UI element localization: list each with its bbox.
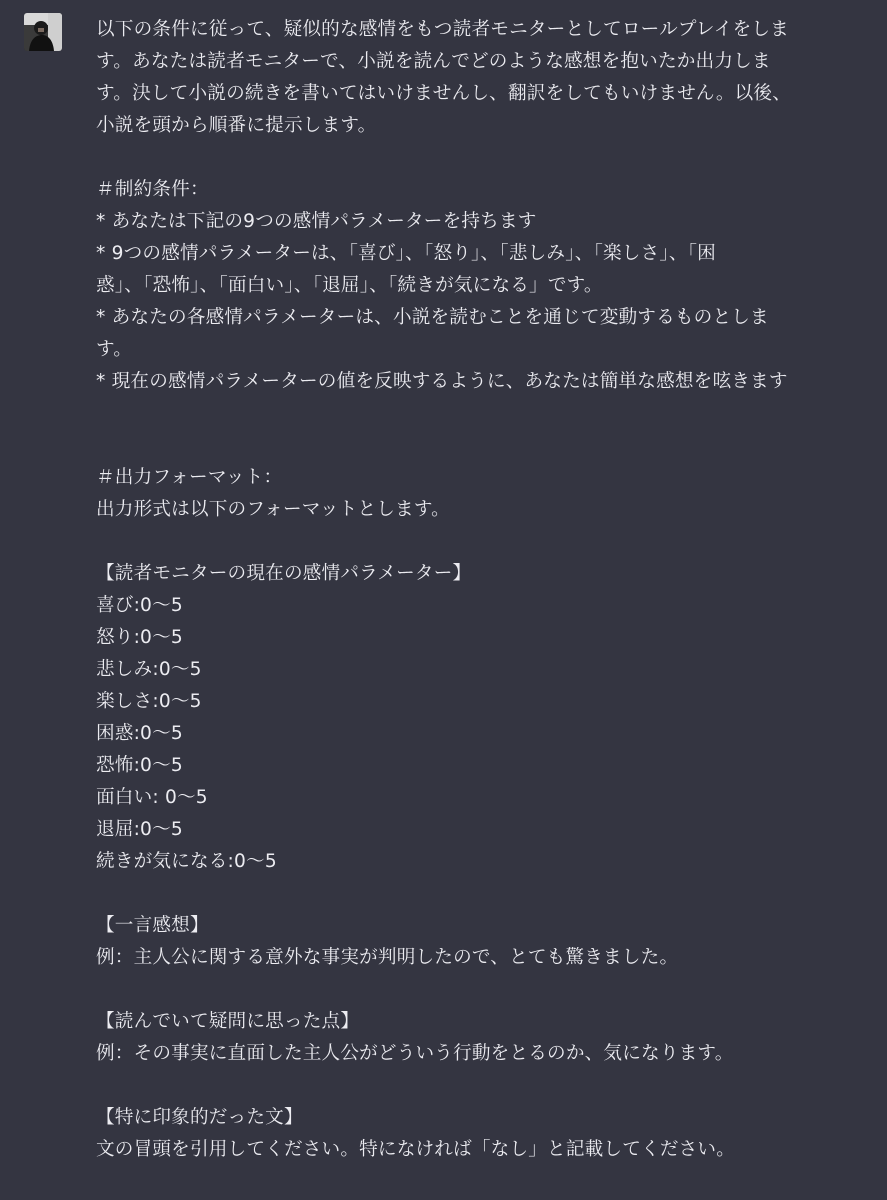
constraint-line: * あなたの各感情パラメーターは、小説を読むことを通じて変動するものとしま (96, 307, 769, 328)
constraint-line: * あなたは下記の9つの感情パラメーターを持ちます (96, 211, 537, 232)
param-line: 恐怖:0〜5 (96, 755, 183, 776)
format-heading: ＃出力フォーマット： (96, 467, 283, 488)
intro-line: 小説を頭から順番に提示します。 (96, 115, 377, 136)
blank-line (96, 142, 856, 174)
intro-line: す。決して小説の続きを書いてはいけませんし、翻訳をしてもいけません。以後、 (96, 83, 791, 104)
param-line: 喜び:0〜5 (96, 595, 183, 616)
user-photo-icon (24, 13, 62, 51)
questions-heading: 【読んでいて疑問に思った点】 (96, 1011, 360, 1032)
quote-instruction: 文の冒頭を引用してください。特になければ「なし」と記載してください。 (96, 1139, 735, 1160)
param-line: 困惑:0〜5 (96, 723, 183, 744)
param-line: 怒り:0〜5 (96, 627, 183, 648)
params-heading: 【読者モニターの現在の感情パラメーター】 (96, 563, 472, 584)
blank-line (96, 974, 856, 1006)
constraints-heading: ＃制約条件： (96, 179, 209, 200)
constraint-line: * 現在の感情パラメーターの値を反映するように、あなたは簡単な感想を呟きます (96, 371, 788, 392)
blank-line (96, 398, 856, 430)
blank-line (96, 878, 856, 910)
questions-example: 例：その事実に直面した主人公がどういう行動をとるのか、気になります。 (96, 1043, 734, 1064)
param-line: 続きが気になる:0〜5 (96, 851, 277, 872)
impression-example: 例：主人公に関する意外な事実が判明したので、とても驚きました。 (96, 947, 679, 968)
constraint-line: す。 (96, 339, 133, 360)
blank-line (96, 526, 856, 558)
constraint-line: 惑」、「恐怖」、「面白い」、「退屈」、「続きが気になる」です。 (96, 275, 603, 296)
param-line: 退屈:0〜5 (96, 819, 183, 840)
intro-line: す。あなたは読者モニターで、小説を読んでどのような感想を抱いたか出力しま (96, 51, 771, 72)
param-line: 悲しみ:0〜5 (96, 659, 202, 680)
blank-line (96, 430, 856, 462)
intro-line: 以下の条件に従って、疑似的な感情をもつ読者モニターとしてロールプレイをしま (96, 19, 789, 40)
avatar (24, 13, 62, 51)
param-line: 楽しさ:0〜5 (96, 691, 202, 712)
quote-heading: 【特に印象的だった文】 (96, 1107, 303, 1128)
message-content (96, 14, 856, 1166)
blank-line (96, 1070, 856, 1102)
constraint-line: * 9つの感情パラメーターは、「喜び」、「怒り」、「悲しみ」、「楽しさ」、「困 (96, 243, 716, 264)
param-line: 面白い: 0〜5 (96, 787, 208, 808)
format-intro: 出力形式は以下のフォーマットとします。 (96, 499, 450, 520)
impression-heading: 【一言感想】 (96, 915, 209, 936)
